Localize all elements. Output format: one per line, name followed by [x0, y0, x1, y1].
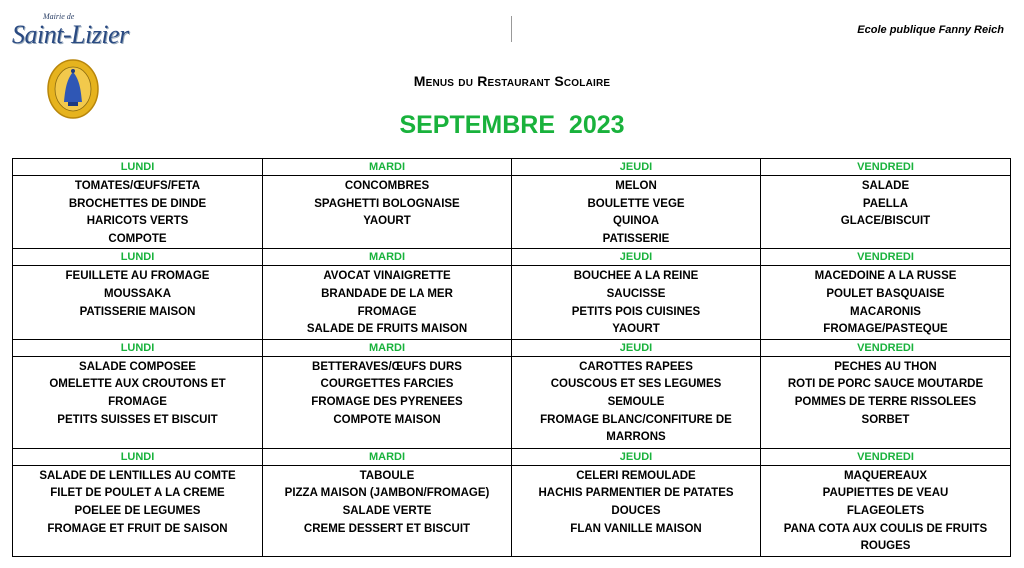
day-menu-cell: [512, 176, 761, 249]
day-menu-cell: [512, 465, 761, 556]
week-menu-row: [13, 356, 1011, 448]
week-menu-row: [13, 176, 1011, 249]
day-label-jeudi: JEUDI: [512, 249, 761, 266]
day-menu-cell: [263, 465, 512, 556]
menu-table: [12, 158, 1011, 557]
day-menu-cell: [761, 465, 1011, 556]
menu-item: CELERI REMOULADE: [576, 469, 696, 482]
menu-item: YAOURT: [612, 323, 660, 336]
menu-item: FLAN VANILLE MAISON: [570, 522, 702, 535]
menu-item: MELON: [615, 180, 657, 192]
day-label-lundi: LUNDI: [13, 249, 263, 266]
menu-item: FROMAGE DES PYRENEES: [311, 395, 463, 408]
menu-item: PAUPIETTES DE VEAU: [822, 487, 949, 500]
day-label-jeudi: JEUDI: [512, 448, 761, 465]
day-menu-cell: [13, 465, 263, 556]
menu-item: MOUSSAKA: [103, 287, 172, 300]
day-label-vendredi: VENDREDI: [761, 339, 1011, 356]
menu-item: COMPOTE: [108, 232, 167, 245]
day-menu-cell: [263, 176, 512, 249]
day-label-mardi: MARDI: [263, 339, 512, 356]
day-label-jeudi: JEUDI: [512, 339, 761, 356]
menu-item: BOUCHEE A LA REINE: [573, 270, 699, 283]
menu-item: SAUCISSE: [606, 287, 666, 300]
menu-item: FROMAGE: [108, 395, 167, 408]
day-label-lundi: LUNDI: [13, 159, 263, 176]
day-label-jeudi: JEUDI: [512, 159, 761, 176]
menu-month: SEPTEMBRE 2023: [399, 111, 625, 139]
logo-town-name: Saint-Lizier: [12, 20, 129, 49]
menu-item: CAROTTES RAPEES: [579, 360, 693, 373]
day-menu-cell: [13, 266, 263, 339]
menu-item: CREME DESSERT ET BISCUIT: [303, 522, 471, 535]
menu-item: MARRONS: [606, 431, 666, 444]
menu-item: PATISSERIE MAISON: [79, 305, 196, 318]
week-header-row: [13, 448, 1011, 465]
menu-item: SALADE: [861, 180, 910, 192]
menu-item: PECHES AU THON: [834, 360, 937, 373]
day-label-vendredi: VENDREDI: [761, 159, 1011, 176]
day-label-mardi: MARDI: [263, 159, 512, 176]
day-label-mardi: MARDI: [263, 448, 512, 465]
week-header-row: [13, 249, 1011, 266]
menu-item: PIZZA MAISON (JAMBON/FROMAGE): [284, 487, 490, 500]
menu-item: PATISSERIE: [602, 232, 670, 245]
menu-item: SPAGHETTI BOLOGNAISE: [314, 197, 460, 210]
day-menu-cell: [512, 266, 761, 339]
day-menu-cell: [263, 266, 512, 339]
menu-item: QUINOA: [613, 215, 659, 228]
menu-item: AVOCAT VINAIGRETTE: [323, 270, 451, 283]
page-title: Menus du Restaurant Scolaire: [413, 73, 611, 89]
menu-item: COURGETTES FARCIES: [320, 378, 454, 391]
menu-item: FROMAGE BLANC/CONFITURE DE: [540, 413, 732, 426]
day-menu-cell: [761, 356, 1011, 448]
menu-item: TABOULE: [359, 469, 415, 482]
day-menu-cell: [512, 356, 761, 448]
menu-item: COMPOTE MAISON: [333, 413, 441, 426]
menu-item: MACEDOINE A LA RUSSE: [814, 270, 957, 283]
menu-item: OMELETTE AUX CROUTONS ET: [49, 378, 226, 391]
menu-item: CONCOMBRES: [344, 180, 430, 192]
day-menu-cell: [761, 176, 1011, 249]
menu-item: FLAGEOLETS: [846, 504, 925, 517]
header-divider: [511, 16, 512, 42]
menu-item: PETITS SUISSES ET BISCUIT: [57, 413, 218, 426]
menu-item: YAOURT: [363, 215, 411, 228]
day-label-mardi: MARDI: [263, 249, 512, 266]
day-menu-cell: [13, 176, 263, 249]
menu-item: FROMAGE ET FRUIT DE SAISON: [47, 522, 228, 535]
menu-item: MACARONIS: [850, 305, 921, 318]
menu-item: PANA COTA AUX COULIS DE FRUITS: [783, 522, 988, 535]
week-header-row: [13, 159, 1011, 176]
menu-item: DOUCES: [611, 504, 661, 517]
menu-item: SEMOULE: [607, 395, 665, 408]
day-menu-cell: [13, 356, 263, 448]
menu-item: FROMAGE/PASTEQUE: [823, 323, 948, 336]
menu-item: FEUILLETE AU FROMAGE: [65, 270, 210, 283]
menu-item: HARICOTS VERTS: [86, 215, 189, 228]
menu-item: ROTI DE PORC SAUCE MOUTARDE: [787, 378, 984, 391]
menu-item: HACHIS PARMENTIER DE PATATES: [538, 487, 734, 500]
menu-item: BETTERAVES/ŒUFS DURS: [312, 360, 462, 373]
menu-item: SORBET: [861, 413, 910, 426]
menu-item: PAELLA: [862, 197, 909, 210]
menu-item: MAQUEREAUX: [843, 469, 928, 482]
menu-item: BRANDADE DE LA MER: [321, 287, 453, 300]
school-name: Ecole publique Fanny Reich: [857, 24, 1004, 36]
day-menu-cell: [263, 356, 512, 448]
day-label-lundi: LUNDI: [13, 339, 263, 356]
day-menu-cell: [761, 266, 1011, 339]
menu-item: COUSCOUS ET SES LEGUMES: [550, 378, 722, 391]
menu-item: BROCHETTES DE DINDE: [68, 197, 207, 210]
menu-item: SALADE COMPOSEE: [79, 360, 196, 373]
menu-item: ROUGES: [860, 540, 911, 553]
menu-item: SALADE DE LENTILLES AU COMTE: [39, 469, 236, 482]
menu-item: PETITS POIS CUISINES: [571, 305, 701, 318]
menu-item: FILET DE POULET A LA CREME: [50, 487, 225, 500]
menu-item: BOULETTE VEGE: [587, 197, 685, 210]
menu-item: TOMATES/ŒUFS/FETA: [74, 180, 201, 192]
menu-item: POELEE DE LEGUMES: [74, 504, 201, 517]
week-menu-row: [13, 266, 1011, 339]
day-label-vendredi: VENDREDI: [761, 249, 1011, 266]
menu-item: POULET BASQUAISE: [826, 287, 945, 300]
mairie-logo: [12, 8, 132, 120]
menu-item: GLACE/BISCUIT: [840, 215, 931, 228]
menu-item: SALADE VERTE: [342, 504, 432, 517]
menu-item: POMMES DE TERRE RISSOLEES: [794, 395, 977, 408]
week-header-row: [13, 339, 1011, 356]
day-label-vendredi: VENDREDI: [761, 448, 1011, 465]
week-menu-row: [13, 465, 1011, 556]
menu-item: FROMAGE: [357, 305, 417, 318]
day-label-lundi: LUNDI: [13, 448, 263, 465]
menu-item: SALADE DE FRUITS MAISON: [306, 323, 468, 336]
logo-caption: Mairie de: [43, 12, 75, 21]
